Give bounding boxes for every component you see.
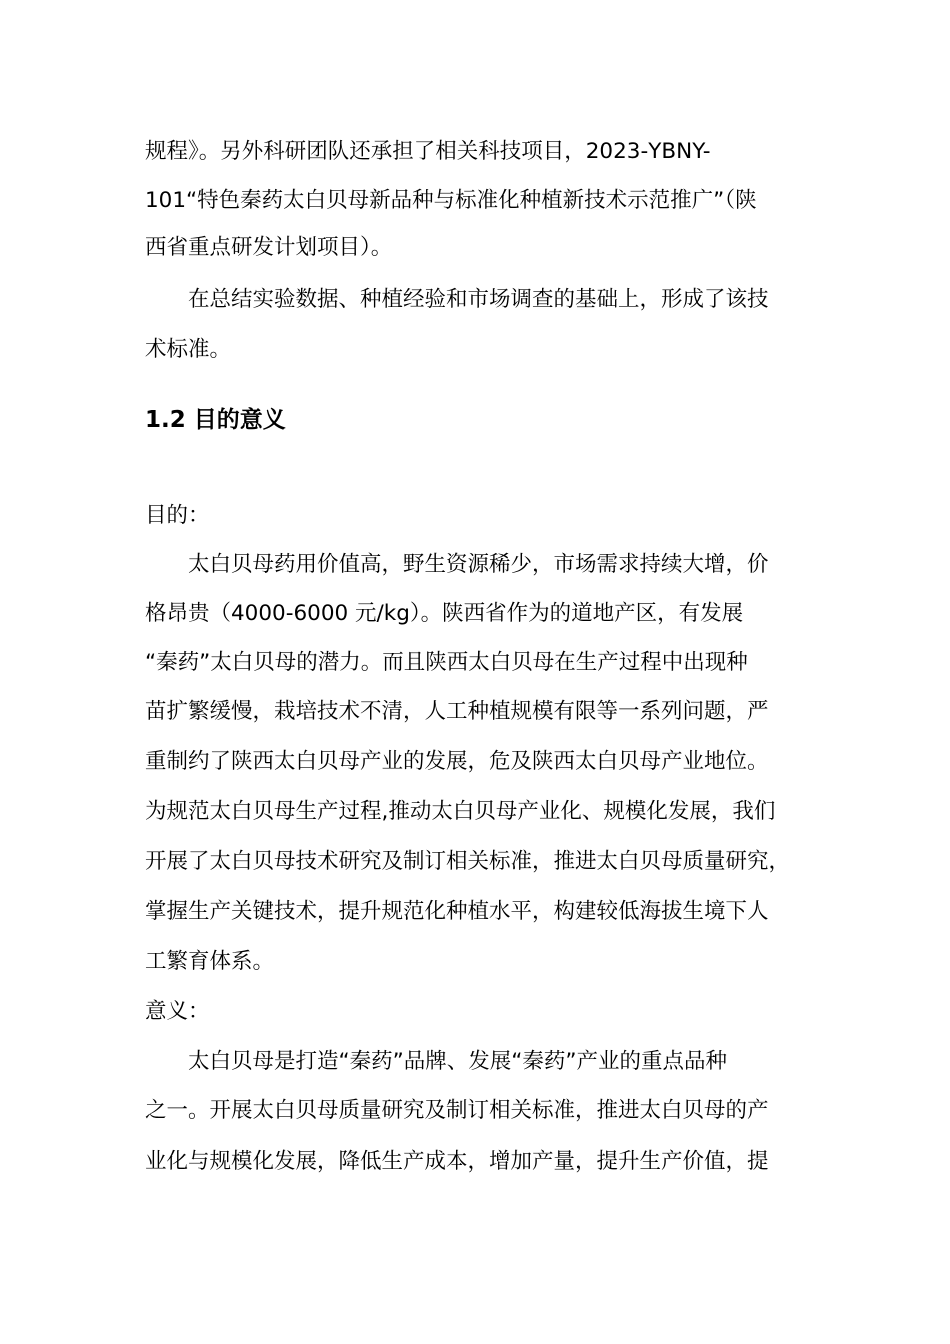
paragraph-line: 太白贝母药用价值高，野生资源稀少，市场需求持续大增，价 — [188, 552, 769, 577]
paragraph-line: 业化与规模化发展，降低生产成本，增加产量，提升生产价值，提 — [145, 1149, 769, 1174]
paragraph-line: 太白贝母是打造“秦药”品牌、发展“秦药”产业的重点品种 — [188, 1049, 728, 1074]
paragraph-line: 为规范太白贝母生产过程,推动太白贝母产业化、规模化发展，我们 — [145, 799, 776, 824]
paragraph-line: 在总结实验数据、种植经验和市场调查的基础上，形成了该技 — [188, 287, 769, 312]
purpose-label: 目的： — [145, 503, 210, 528]
paragraph-line: 重制约了陕西太白贝母产业的发展，危及陕西太白贝母产业地位。 — [145, 749, 769, 774]
paragraph-line: 格昂贵（4000-6000 元/kg）。陕西省作为的道地产区，有发展 — [145, 601, 744, 626]
section-heading: 1.2 目的意义 — [145, 407, 286, 433]
paragraph-line: 西省重点研发计划项目）。 — [145, 235, 393, 260]
paragraph-line: 规程》。另外科研团队还承担了相关科技项目，2023-YBNY- — [145, 139, 711, 164]
paragraph-line: 之一。开展太白贝母质量研究及制订相关标准，推进太白贝母的产 — [145, 1098, 769, 1123]
paragraph-line: 掌握生产关键技术，提升规范化种植水平，构建较低海拔生境下人 — [145, 899, 769, 924]
paragraph-line: 工繁育体系。 — [145, 949, 275, 974]
significance-label: 意义： — [145, 999, 210, 1024]
paragraph-line: 术标准。 — [145, 337, 232, 362]
paragraph-line: “秦药”太白贝母的潜力。而且陕西太白贝母在生产过程中出现种 — [145, 650, 748, 675]
paragraph-line: 101“特色秦药太白贝母新品种与标准化种植新技术示范推广”（陕 — [145, 188, 757, 213]
paragraph-line: 苗扩繁缓慢，栽培技术不清，人工种植规模有限等一系列问题，严 — [145, 699, 769, 724]
paragraph-line: 开展了太白贝母技术研究及制订相关标准，推进太白贝母质量研究， — [145, 849, 791, 874]
